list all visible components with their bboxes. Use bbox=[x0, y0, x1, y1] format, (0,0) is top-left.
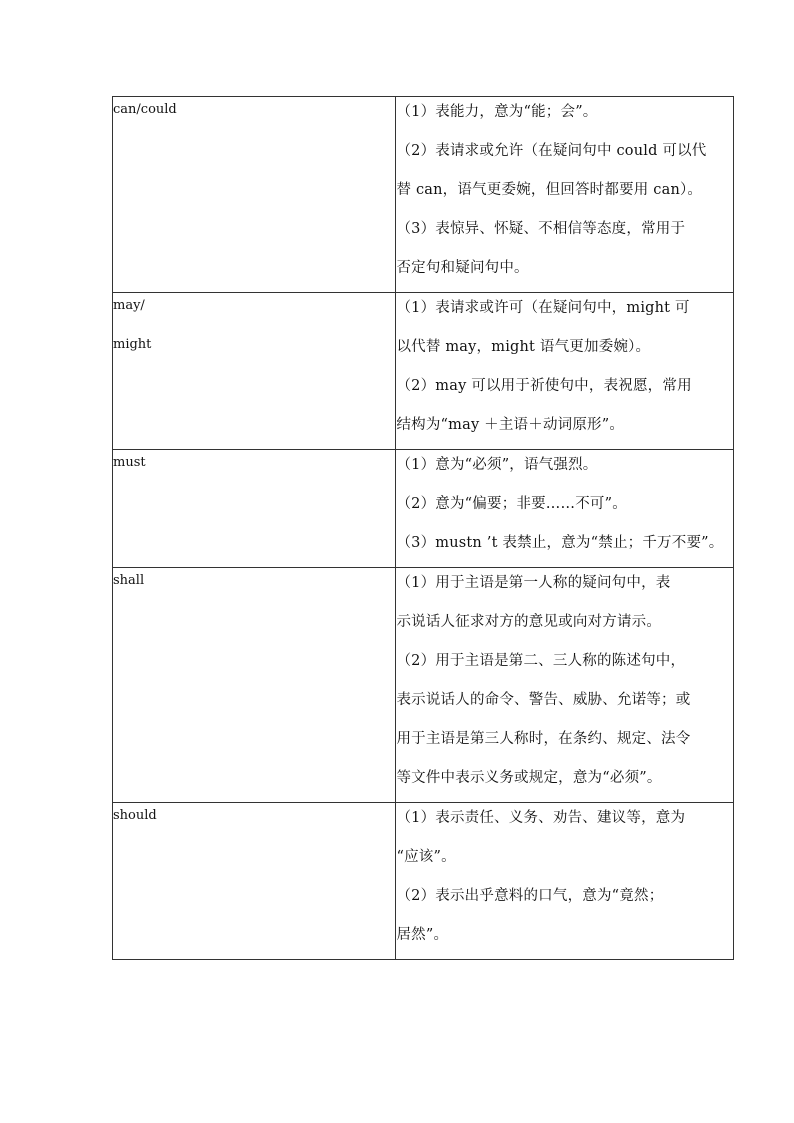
modal-verb-text: can/could bbox=[113, 102, 177, 117]
usage-text-line: （2）表示出乎意料的口气，意为“竟然； bbox=[396, 888, 664, 904]
usage-text-line: （1）表请求或许可（在疑问句中，might 可 bbox=[396, 300, 690, 316]
usage-text-line: 用于主语是第三人称时，在条约、规定、法令 bbox=[396, 731, 691, 747]
modal-verb-cell bbox=[113, 568, 396, 803]
table-row bbox=[113, 97, 734, 293]
usage-text-line: 示说话人征求对方的意见或向对方请示。 bbox=[396, 614, 662, 630]
usage-cell bbox=[396, 568, 734, 803]
usage-text-line: （1）表示责任、义务、劝告、建议等，意为 bbox=[396, 810, 686, 826]
table-body bbox=[113, 97, 734, 960]
modal-verb-text: might bbox=[113, 337, 152, 352]
table-row bbox=[113, 293, 734, 450]
table-row bbox=[113, 803, 734, 960]
table-row bbox=[113, 450, 734, 568]
modal-verb-cell bbox=[113, 293, 396, 450]
modal-verb-cell bbox=[113, 97, 396, 293]
usage-text-line: （2）用于主语是第二、三人称的陈述句中， bbox=[396, 653, 686, 669]
usage-text-line: 等文件中表示义务或规定，意为“必须”。 bbox=[396, 770, 662, 786]
usage-text-line: （1）表能力，意为“能；会”。 bbox=[396, 104, 598, 120]
usage-text-line: （3）表惊异、怀疑、不相信等态度，常用于 bbox=[396, 221, 686, 237]
modal-verb-table bbox=[112, 96, 734, 960]
usage-cell bbox=[396, 450, 734, 568]
usage-text-line: （2）意为“偏要；非要……不可”。 bbox=[396, 496, 627, 512]
usage-text-line: （2）表请求或允许（在疑问句中 could 可以代 bbox=[396, 143, 707, 159]
usage-cell bbox=[396, 803, 734, 960]
modal-verb-text: should bbox=[113, 808, 157, 823]
usage-text-line: （1）用于主语是第一人称的疑问句中，表 bbox=[396, 575, 671, 591]
usage-cell bbox=[396, 97, 734, 293]
usage-text-line: 表示说话人的命令、警告、威胁、允诺等；或 bbox=[396, 692, 691, 708]
usage-text-line: （2）may 可以用于祈使句中，表祝愿，常用 bbox=[396, 378, 692, 394]
usage-text-line: （1）意为“必须”，语气强烈。 bbox=[396, 457, 598, 473]
usage-text-line: （3）mustn ’t 表禁止，意为“禁止；千万不要”。 bbox=[396, 535, 724, 551]
usage-text-line: “应该”。 bbox=[396, 849, 456, 865]
modal-verb-cell bbox=[113, 450, 396, 568]
modal-verb-cell bbox=[113, 803, 396, 960]
modal-verb-text: must bbox=[113, 455, 146, 470]
usage-text-line: 居然”。 bbox=[396, 927, 449, 943]
modal-verb-text: shall bbox=[113, 573, 145, 588]
usage-text-line: 替 can，语气更委婉，但回答时都要用 can）。 bbox=[396, 182, 703, 198]
usage-text-line: 以代替 may，might 语气更加委婉）。 bbox=[396, 339, 651, 355]
usage-text-line: 结构为“may ＋主语＋动词原形”。 bbox=[396, 417, 625, 433]
usage-text-line: 否定句和疑问句中。 bbox=[396, 260, 529, 276]
modal-verb-text: may/ bbox=[113, 298, 145, 313]
table-row bbox=[113, 568, 734, 803]
usage-cell bbox=[396, 293, 734, 450]
